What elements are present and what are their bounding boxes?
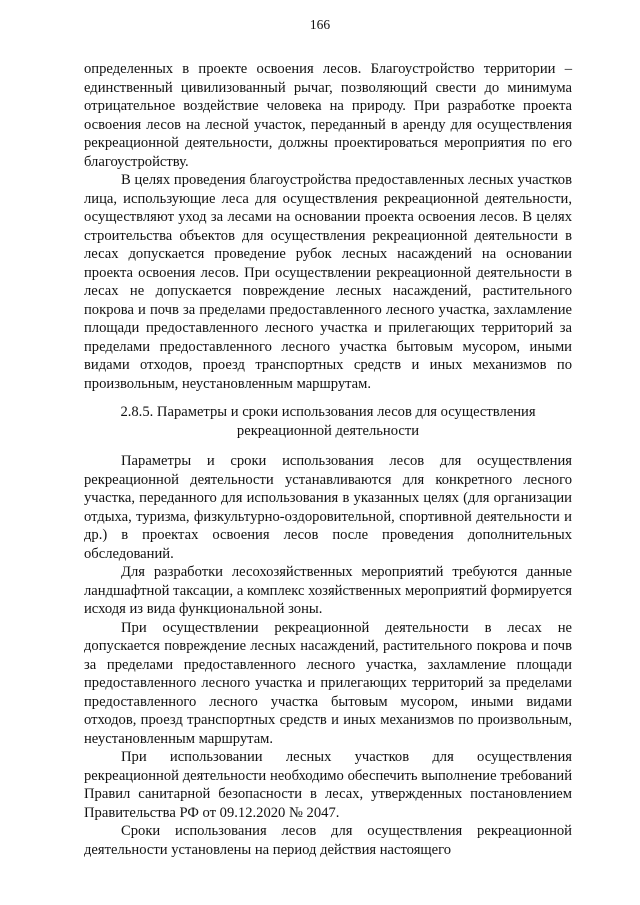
paragraph: Сроки использования лесов для осуществления рекреационной деятельности установлены на период действия настоящего (84, 823, 572, 858)
page-number: 166 (309, 17, 331, 32)
page-body (84, 60, 572, 859)
paragraph: При осуществлении рекреационной деятельности в лесах не допускается повреждение лесных насаждений, растительного покрова и почв за пределами предоставленного лесного участка, захламление площади предоставленного лесного участка и прилегающих территорий за пределами предоставленного лесного участка бытовым мусором, иными видами отходов, проезд транспортных средств и иных механизмов по произвольным, неустановленным маршрутам. (84, 619, 572, 747)
section-heading-line: рекреационной деятельности (236, 422, 420, 439)
paragraph: Параметры и сроки использования лесов для осуществления рекреационной деятельности устанавливаются для конкретного лесного участка, переданного для использования в указанных целях (для организации отдыха, туризма, физкультурно-оздоровительной, спортивной деятельности и др.) в проектах освоения лесов после проведения дополнительных обследований. (84, 453, 572, 562)
section-heading (84, 403, 572, 440)
paragraph: В целях проведения благоустройства предоставленных лесных участков лица, использующие леса для осуществления рекреационной деятельности, осуществляют уход за лесами на основании проекта освоения лесов. В целях строительства объектов для осуществления рекреационной деятельности в лесах допускается проведение рубок лесных насаждений на основании проекта освоения лесов. При осуществлении рекреационной деятельности в лесах не допускается повреждение лесных насаждений, растительного покрова и почв за пределами предоставленного лесного участка, захламление площади предоставленного лесного участка и прилегающих территорий за пределами предоставленного лесного участка бытовым мусором, иными видами отходов, проезд транспортных средств и иных механизмов по произвольным, неустановленным маршрутам. (84, 172, 572, 392)
section-heading-line: 2.8.5. Параметры и сроки использования лесов для осуществления (120, 404, 536, 420)
paragraph: Для разработки лесохозяйственных мероприятий требуются данные ландшафтной таксации, а комплекс хозяйственных мероприятий формируется исходя из вида функциональной зоны. (84, 564, 572, 617)
paragraph: При использовании лесных участков для осуществления рекреационной деятельности необходимо обеспечить выполнение требований Правил санитарной безопасности в лесах, утвержденных постановлением Правительства РФ от 09.12.2020 № 2047. (84, 749, 572, 821)
paragraph-continued: определенных в проекте освоения лесов. Благоустройство территории – единственный цивилизованный рычаг, позволяющий свести до минимума отрицательное воздействие человека на природу. При разработке проекта освоения лесов на лесной участок, переданный в аренду для осуществления рекреационной деятельности, должны проектироваться мероприятия по его благоустройству. (84, 61, 572, 170)
